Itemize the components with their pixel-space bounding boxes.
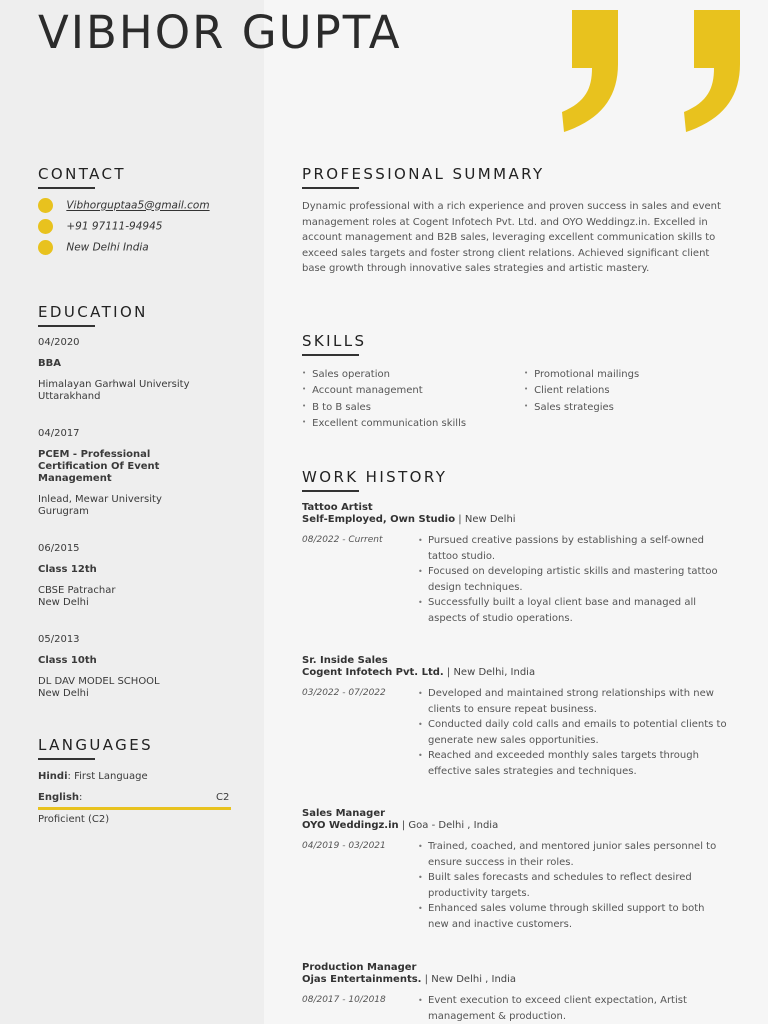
job-entry	[302, 808, 742, 930]
skill-item: • Sales operation	[302, 366, 466, 382]
education-item	[38, 634, 238, 700]
skills-list-right	[524, 366, 639, 415]
education-date: 04/2020	[38, 337, 80, 348]
education-date: 06/2015	[38, 543, 80, 554]
job-company-line: OYO Weddingz.in | Goa - Delhi , India	[302, 820, 499, 831]
language-english-level: C2	[216, 792, 230, 803]
language-english: English:	[38, 792, 83, 803]
education-place: New Delhi	[38, 597, 89, 608]
education-item	[38, 337, 238, 403]
job-bullet: • Pursued creative passions by establishing a self-owned tattoo studio.	[418, 533, 728, 564]
education-institution: Himalayan Garhwal University	[38, 379, 190, 390]
skills-heading: SKILLS	[302, 332, 367, 350]
job-title: Tattoo Artist	[302, 502, 373, 513]
job-entry	[302, 962, 742, 1022]
job-bullets	[418, 686, 728, 780]
job-bullet: • Reached and exceeded monthly sales targets through effective sales strategies and techniques.	[418, 748, 728, 779]
language-english-label: English	[38, 792, 80, 803]
job-company: OYO Weddingz.in	[302, 820, 399, 831]
job-bullet: • Trained, coached, and mentored junior sales personnel to ensure success in their roles.	[418, 839, 728, 870]
job-bullet: • Focused on developing artistic skills and mastering tattoo design techniques.	[418, 564, 728, 595]
skill-item: • Promotional mailings	[524, 366, 639, 382]
job-company-line: Ojas Entertainments. | New Delhi , India	[302, 974, 517, 985]
education-heading: EDUCATION	[38, 303, 148, 321]
phone-bullet-icon	[38, 219, 53, 234]
language-hindi: Hindi: First Language	[38, 771, 148, 782]
education-place: Gurugram	[38, 506, 89, 517]
job-location: New Delhi	[464, 514, 516, 525]
education-institution: CBSE Patrachar	[38, 585, 116, 596]
job-title: Sr. Inside Sales	[302, 655, 388, 666]
education-item	[38, 428, 188, 518]
job-entry	[302, 655, 742, 777]
language-hindi-label: Hindi	[38, 771, 68, 782]
education-date: 04/2017	[38, 428, 80, 439]
education-rule	[38, 325, 95, 327]
education-degree: Class 10th	[38, 655, 97, 666]
languages-heading: LANGUAGES	[38, 736, 154, 754]
job-bullets	[418, 839, 728, 933]
job-bullets	[418, 993, 728, 1024]
job-bullet: • Developed and maintained strong relationships with new clients to ensure repeat business.	[418, 686, 728, 717]
email-link[interactable]: Vibhorguptaa5@gmail.com	[66, 199, 210, 212]
summary-text: Dynamic professional with a rich experience and proven success in sales and event management roles at Cogent Infotech Pvt. Ltd. and OYO Weddingz.in. Excelled in account management and B2B sales, leveraging excellent communication skills to exceed sales targets and foster strong client relations. Achieved significant client base growth through innovative sales strategies and artistic mastery.	[302, 201, 721, 275]
job-entry	[302, 502, 742, 624]
education-institution: DL DAV MODEL SCHOOL	[38, 676, 160, 687]
contact-rule	[38, 187, 95, 189]
job-title: Production Manager	[302, 962, 417, 973]
job-location: Goa - Delhi , India	[408, 820, 499, 831]
job-company: Cogent Infotech Pvt. Ltd.	[302, 667, 444, 678]
skill-item: • Excellent communication skills	[302, 415, 466, 431]
work-rule	[302, 490, 359, 492]
contact-heading: CONTACT	[38, 165, 126, 183]
skill-item: • Client relations	[524, 382, 639, 398]
job-company-line: Self-Employed, Own Studio | New Delhi	[302, 514, 516, 525]
email-bullet-icon	[38, 198, 53, 213]
job-bullet: • Built sales forecasts and schedules to reflect desired productivity targets.	[418, 870, 728, 901]
skill-item: • Sales strategies	[524, 399, 639, 415]
job-dates: 08/2022 - Current	[302, 535, 383, 545]
job-dates: 04/2019 - 03/2021	[302, 841, 386, 851]
location-text: New Delhi India	[66, 241, 149, 254]
education-degree: Class 12th	[38, 564, 97, 575]
job-company-line: Cogent Infotech Pvt. Ltd. | New Delhi, India	[302, 667, 536, 678]
work-heading: WORK HISTORY	[302, 468, 448, 486]
job-bullet: • Successfully built a loyal client base and managed all aspects of studio operations.	[418, 595, 728, 626]
skill-item: • B to B sales	[302, 399, 466, 415]
job-dates: 08/2017 - 10/2018	[302, 995, 386, 1005]
language-english-desc: Proficient (C2)	[38, 814, 110, 825]
job-location: New Delhi, India	[453, 667, 536, 678]
education-date: 05/2013	[38, 634, 80, 645]
skills-rule	[302, 354, 359, 356]
job-bullet: • Enhanced sales volume through skilled support to both new and inactive customers.	[418, 901, 728, 932]
job-location: New Delhi , India	[431, 974, 517, 985]
language-english-bar	[38, 807, 231, 810]
candidate-name: VIBHOR GUPTA	[38, 6, 402, 59]
job-bullet: • Event execution to exceed client expectation, Artist management & production.	[418, 993, 728, 1024]
job-company: Self-Employed, Own Studio	[302, 514, 456, 525]
job-dates: 03/2022 - 07/2022	[302, 688, 386, 698]
job-title: Sales Manager	[302, 808, 386, 819]
language-hindi-value: First Language	[74, 771, 148, 782]
skill-item: • Account management	[302, 382, 466, 398]
skills-list-left	[302, 366, 466, 432]
phone-number: +91 97111-94945	[66, 220, 163, 233]
job-company: Ojas Entertainments.	[302, 974, 422, 985]
education-degree: PCEM - Professional Certification Of Event Management	[38, 449, 160, 484]
education-institution: Inlead, Mewar University	[38, 494, 162, 505]
languages-rule	[38, 758, 95, 760]
summary-heading: PROFESSIONAL SUMMARY	[302, 165, 545, 183]
education-item	[38, 543, 238, 609]
summary-rule	[302, 187, 359, 189]
contact-phone-row	[38, 219, 162, 234]
education-degree: BBA	[38, 358, 61, 369]
job-bullets	[418, 533, 728, 627]
contact-location-row	[38, 240, 149, 255]
contact-email-row	[38, 198, 210, 213]
education-place: Uttarakhand	[38, 391, 101, 402]
location-bullet-icon	[38, 240, 53, 255]
education-place: New Delhi	[38, 688, 89, 699]
job-bullet: • Conducted daily cold calls and emails to potential clients to generate new sales opportunities.	[418, 717, 728, 748]
quote-marks-icon	[560, 8, 768, 134]
